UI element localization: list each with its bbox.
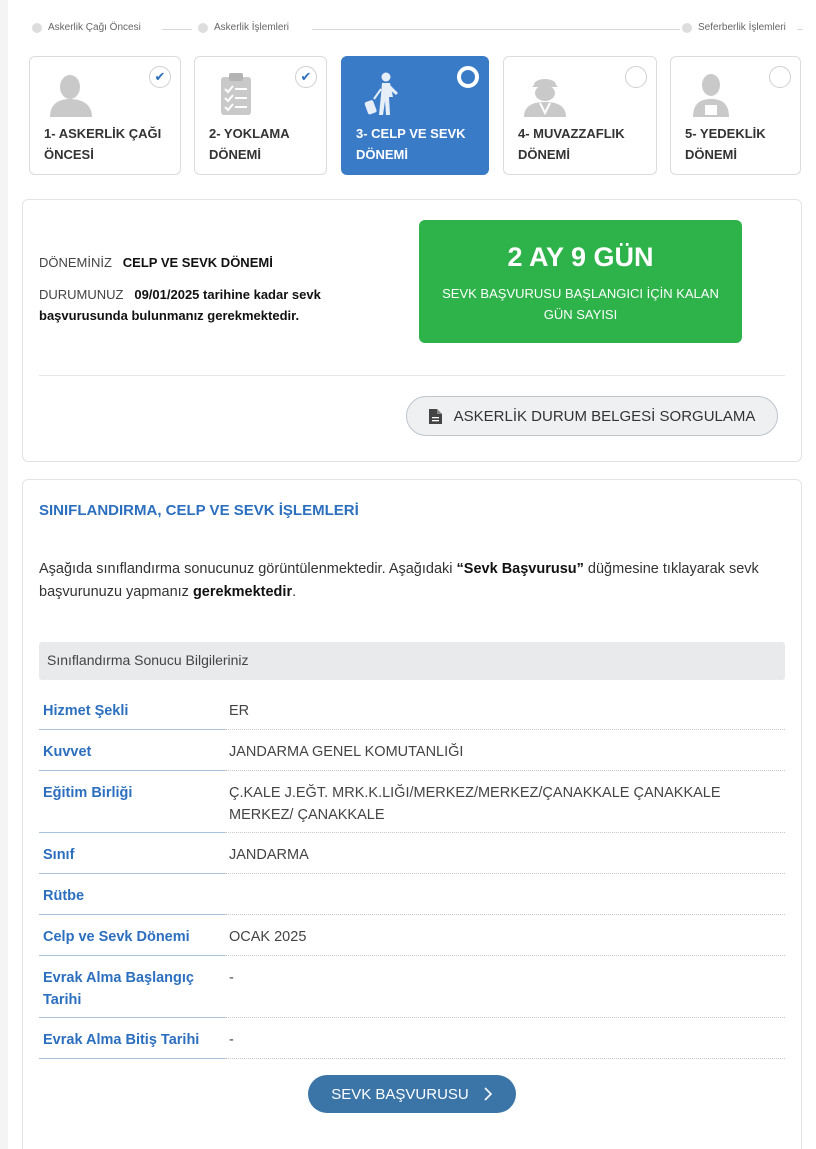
clipboard-icon — [213, 71, 261, 119]
divider — [39, 375, 785, 376]
check-icon: ✔ — [149, 66, 171, 88]
row-key: Evrak Alma Bitiş Tarihi — [39, 1019, 225, 1059]
timeline-label: Askerlik Çağı Öncesi — [48, 22, 141, 33]
row-value: JANDARMA — [225, 834, 785, 874]
timeline-label: Askerlik İşlemleri — [214, 22, 290, 33]
intro-bold: “Sevk Başvurusu” — [456, 561, 584, 577]
condition-value: 09/01/2025 tarihine kadar sevk — [134, 287, 321, 302]
soldier-icon — [522, 71, 570, 119]
radio-selected-icon — [457, 66, 479, 88]
timeline-line — [162, 29, 192, 30]
document-icon — [429, 409, 442, 424]
table-row — [39, 834, 785, 874]
row-key: Sınıf — [39, 834, 225, 874]
row-key: Celp ve Sevk Dönemi — [39, 916, 225, 956]
step-yedeklik-donemi[interactable] — [670, 56, 801, 175]
intro-part: . — [292, 584, 297, 600]
step-yoklama-donemi[interactable] — [194, 56, 327, 175]
period-line — [39, 252, 273, 273]
intro-part: düğmesine tıklayarak sevk başvurunuzu yapmanız — [39, 561, 759, 600]
military-status-document-button[interactable] — [406, 396, 778, 436]
section-title: SINIFLANDIRMA, CELP VE SEVK İŞLEMLERİ — [39, 502, 359, 519]
intro-bold: gerekmektedir — [192, 584, 293, 600]
row-value: ER — [225, 690, 785, 730]
row-value — [225, 875, 785, 915]
table-row — [39, 1019, 785, 1059]
timeline-item-pre — [32, 22, 147, 33]
table-row — [39, 772, 785, 833]
row-value: Ç.KALE J.EĞT. MRK.K.LIĞI/MERKEZ/MERKEZ/ÇANAKKALE ÇANAKKALE MERKEZ/ ÇANAKKALE — [225, 772, 785, 833]
row-key: Hizmet Şekli — [39, 690, 225, 730]
traveler-icon — [360, 71, 408, 119]
step-label: 1- ASKERLİK ÇAĞI ÖNCESİ — [44, 126, 162, 162]
intro-part: Aşağıda sınıflandırma sonucunuz görüntülenmektedir. Aşağıdaki — [39, 561, 457, 577]
step-askerlik-cagi-oncesi[interactable] — [29, 56, 181, 175]
person-icon — [48, 71, 96, 119]
status-card — [22, 199, 802, 462]
period-label: DÖNEMİNİZ — [39, 255, 112, 270]
row-key: Kuvvet — [39, 731, 225, 771]
step-muvazzaflik-donemi[interactable] — [503, 56, 657, 175]
dot-icon — [198, 23, 208, 33]
chevron-right-icon — [483, 1087, 493, 1101]
info-header: Sınıflandırma Sonucu Bilgileriniz — [39, 642, 785, 680]
submit-button-label: SEVK BAŞVURUSU — [331, 1085, 469, 1103]
period-value: CELP VE SEVK DÖNEMİ — [122, 255, 273, 270]
table-row — [39, 731, 785, 771]
radio-empty-icon — [769, 66, 791, 88]
step-label: 4- MUVAZZAFLIK DÖNEMİ — [518, 126, 625, 162]
table-row — [39, 875, 785, 915]
step-label: 2- YOKLAMA DÖNEMİ — [209, 126, 290, 162]
countdown-value: 2 AY 9 GÜN — [507, 242, 654, 272]
radio-empty-icon — [625, 66, 647, 88]
row-key: Rütbe — [39, 875, 225, 915]
countdown-caption: SEVK BAŞVURUSU BAŞLANGICI İÇİN KALAN GÜN SAYISI — [442, 286, 719, 322]
row-key: Eğitim Birliği — [39, 772, 225, 833]
table-row — [39, 916, 785, 956]
step-celp-ve-sevk-donemi[interactable] — [341, 56, 489, 175]
condition-label: DURUMUNUZ — [39, 287, 124, 302]
timeline-item-mobilization — [682, 22, 792, 33]
dot-icon — [32, 23, 42, 33]
condition-value: başvurusunda bulunmanız gerekmektedir. — [39, 308, 300, 323]
classification-card — [22, 479, 802, 1149]
row-value: OCAK 2025 — [225, 916, 785, 956]
countdown-box — [419, 220, 742, 343]
intro-text — [39, 558, 789, 604]
timeline-line — [797, 29, 803, 30]
reserve-person-icon — [689, 71, 737, 119]
sevk-basvurusu-button[interactable] — [308, 1075, 516, 1113]
check-icon: ✔ — [295, 66, 317, 88]
row-key: Evrak Alma Başlangıç Tarihi — [39, 957, 225, 1018]
row-value: - — [225, 957, 785, 1018]
timeline-label: Seferberlik İşlemleri — [698, 22, 786, 33]
doc-button-label: ASKERLİK DURUM BELGESİ SORGULAMA — [453, 407, 756, 425]
page — [8, 0, 816, 1149]
step-label: 5- YEDEKLİK DÖNEMİ — [685, 126, 766, 162]
dot-icon — [682, 23, 692, 33]
timeline-item-ops — [198, 22, 295, 33]
row-value: - — [225, 1019, 785, 1059]
step-label: 3- CELP VE SEVK DÖNEMİ — [356, 126, 466, 162]
row-value: JANDARMA GENEL KOMUTANLIĞI — [225, 731, 785, 771]
table-row — [39, 690, 785, 730]
condition-line — [39, 284, 321, 326]
table-row — [39, 957, 785, 1018]
timeline — [32, 20, 802, 38]
timeline-line — [312, 29, 680, 30]
